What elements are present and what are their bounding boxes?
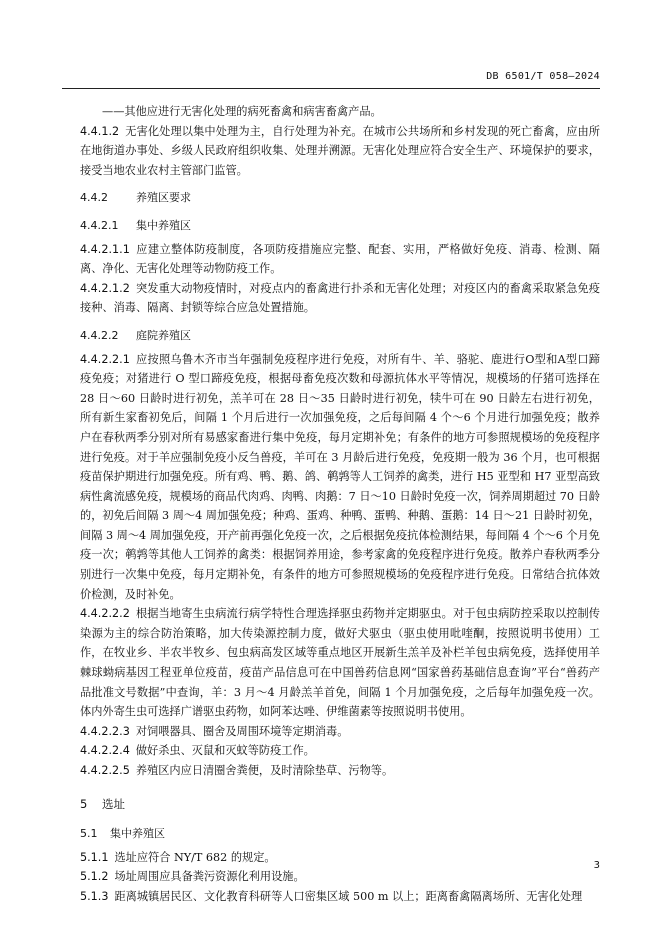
list-item: ——其他应进行无害化处理的病死畜禽和病害畜禽产品。 — [102, 105, 382, 118]
clause-4-4-2-2-1: 4.4.2.2.1 应按照乌鲁木齐市当年强制免疫程序进行免疫，对所有牛、羊、骆驼、鹿进行O型和A型口蹄疫免疫；对猪进行 O 型口蹄疫免疫，根据母畜免疫次数和母源抗体水平等情况，规模场的仔猪可选择在 28 日～60 日龄时进行初免，羔羊可在 28 日～35 日龄时进行初免，犊牛可在 90 日龄左右进行初免，所有新生家畜初免后，间隔 1 个月后进行一次加强免疫，之后每间隔 4 个～6 个月进行加强免疫；散养户在春秋两季分别对所有易感家畜进行集中免疫，每月定期补免；有条件的地方可参照规模场的免疫程序进行免疫。对于羊应强制免疫小反刍兽疫，羊可在 3 月龄后进行免疫，免疫期一般为 36 个月，也可根据疫苗保护期进行加强免疫。所有鸡、鸭、鹅、鸽、鹌鹑等人工饲养的禽类，进行 H5 亚型和 H7 亚型高致病性禽流感免疫，规模场的商品代肉鸡、肉鸭、肉鹅：7 日～10 日龄时免疫一次，饲养周期超过 70 日龄的，初免后间隔 3 周～4 周加强免疫；种鸡、蛋鸡、种鸭、蛋鸭、种鹅、蛋鹅：14 日～21 日龄时初免，间隔 3 周～4 周加强免疫，开产前再强化免疫一次，之后根据免疫抗体检测结果，每间隔 4 个～6 个月免疫一次；鹌鹑等其他人工饲养的禽类：根据饲养用途，参考家禽的免疫程序进行免疫。散养户春秋两季分别进行一次集中免疫，每月定期补免，有条件的地方可参照规模场的免疫程序进行免疫。日常结合抗体效价检测，及时补免。 — [80, 352, 600, 601]
heading-5-1: 5.1 集中养殖区 — [80, 827, 165, 841]
clause-4-4-2-2-2: 4.4.2.2.2 根据当地寄生虫病流行病学特性合理选择驱虫药物并定期驱虫。对于包虫病防控采取以控制传染源为主的综合防治策略，加大传染源控制力度，做好犬驱虫（驱虫使用吡喹酮，按照说明书使用）工作，在牧业乡、半农半牧乡、包虫病高发区域等重点地区开展新生羔羊及补栏羊包虫病免疫，选择使用羊棘球蚴病基因工程亚单位疫苗，疫苗产品信息可在中国兽药信息网“国家兽药基础信息查询”平台“兽药产品批准文号数据”中查询，羊：3 月～4 月龄羔羊首免，间隔 1 个月加强免疫，之后每年加强免疫一次。体内外寄生虫可选择广谱驱虫药物，如阿苯达唑、伊维菌素等按照说明书使用。 — [80, 607, 600, 719]
document-body — [80, 102, 600, 907]
clause-4-4-2-1-2: 4.4.2.1.2 突发重大动物疫情时，对疫点内的畜禽进行扑杀和无害化处理；对疫区内的畜禽采取紧急免疫接种、消毒、隔离、封锁等综合应急处置措施。 — [80, 281, 600, 315]
heading-4-4-2-2: 4.4.2.2 庭院养殖区 — [80, 328, 191, 342]
page-number: 3 — [593, 860, 600, 871]
heading-4-4-2: 4.4.2 养殖区要求 — [80, 191, 191, 205]
clause-4-4-1-2: 4.4.1.2 无害化处理以集中处理为主，自行处理为补充。在城市公共场所和乡村发现的死亡畜禽，应由所在地街道办事处、乡级人民政府组织收集、处理并溯源。无害化处理应符合安全生产、环境保护的要求，接受当地农业农村主管部门监管。 — [80, 124, 600, 177]
clause-4-4-2-2-5: 4.4.2.2.5 养殖区内应日清圈舍粪便，及时清除垫草、污物等。 — [80, 764, 394, 777]
document-code: DB 6501/T 058—2024 — [486, 71, 600, 82]
clause-4-4-2-2-4: 4.4.2.2.4 做好杀虫、灭鼠和灭蚊等防疫工作。 — [80, 744, 315, 758]
clause-5-1-2: 5.1.2 场址周围应具备粪污资源化利用设施。 — [80, 870, 305, 884]
clause-5-1-1: 5.1.1 选址应符合 NY/T 682 的规定。 — [80, 850, 276, 864]
clause-4-4-2-1-1: 4.4.2.1.1 应建立整体防疫制度，各项防疫措施应完整、配套、实用，严格做好免疫、消毒、检测、隔离、净化、无害化处理等动物防疫工作。 — [80, 242, 600, 276]
header-rule — [62, 88, 600, 89]
clause-4-4-2-2-3: 4.4.2.2.3 对饲喂器具、圈舍及周围环境等定期消毒。 — [80, 724, 349, 738]
heading-section-5: 5 选址 — [80, 796, 125, 811]
heading-4-4-2-1: 4.4.2.1 集中养殖区 — [80, 218, 191, 232]
clause-5-1-3: 5.1.3 距离城镇居民区、文化教育科研等人口密集区域 500 m 以上；距离畜禽隔离场所、无害化处理 — [80, 889, 583, 903]
